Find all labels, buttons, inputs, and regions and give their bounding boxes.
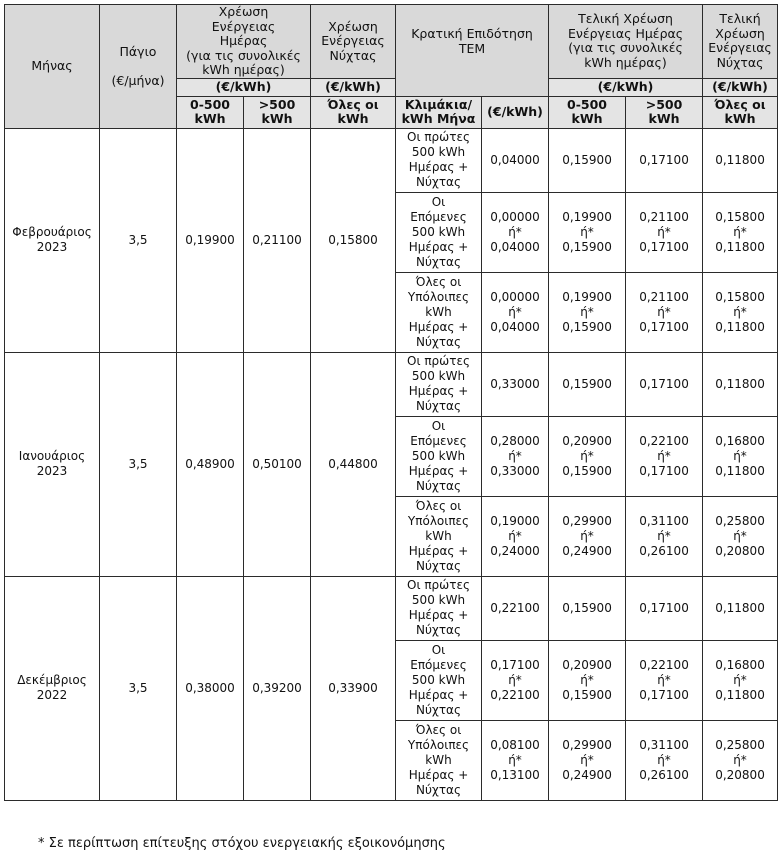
- tier-label-cell: Οι πρώτες 500 kWh Ημέρας + Νύχτας: [396, 352, 482, 416]
- header-final-day: Τελική Χρέωση Ενέργειας Ημέρας (για τις συνολικές kWh ημέρας): [549, 5, 703, 79]
- table-row: [5, 352, 778, 416]
- header-day-tier2: >500 kWh: [244, 96, 311, 128]
- final-night-cell: 0,15800 ή* 0,11800: [703, 192, 778, 272]
- final-day-tier1-cell: 0,15900: [549, 352, 626, 416]
- subsidy-cell: 0,04000: [482, 128, 549, 192]
- header-fixed-unit: (€/μήνα): [111, 72, 165, 88]
- final-day-tier2-cell: 0,17100: [626, 352, 703, 416]
- day-tier1-cell: 0,48900: [177, 352, 244, 576]
- header-fixed: [100, 5, 177, 129]
- header-day-unit: (€/kWh): [177, 78, 311, 96]
- subsidy-cell: 0,00000 ή* 0,04000: [482, 272, 549, 352]
- night-cell: 0,33900: [311, 576, 396, 800]
- final-day-tier1-cell: 0,15900: [549, 128, 626, 192]
- subsidy-cell: 0,33000: [482, 352, 549, 416]
- table-header: [5, 5, 778, 129]
- table-body: [5, 128, 778, 800]
- final-night-cell: 0,11800: [703, 128, 778, 192]
- month-cell: Φεβρουάριος 2023: [5, 128, 100, 352]
- final-night-cell: 0,25800 ή* 0,20800: [703, 496, 778, 576]
- header-final-night-all: Όλες οι kWh: [703, 96, 778, 128]
- final-day-tier2-cell: 0,31100 ή* 0,26100: [626, 720, 703, 800]
- header-final-day-tier1: 0-500 kWh: [549, 96, 626, 128]
- header-night-unit: (€/kWh): [311, 78, 396, 96]
- header-final-day-tier2: >500 kWh: [626, 96, 703, 128]
- footnote: * Σε περίπτωση επίτευξης στόχου ενεργειακής εξοικονόμησης: [38, 836, 446, 851]
- final-day-tier2-cell: 0,17100: [626, 576, 703, 640]
- header-fixed-label: Πάγιο: [119, 43, 157, 59]
- table-row: [5, 128, 778, 192]
- header-subsidy-unit: (€/kWh): [482, 96, 549, 128]
- tier-label-cell: Οι Επόμενες 500 kWh Ημέρας + Νύχτας: [396, 192, 482, 272]
- tier-label-cell: Οι Επόμενες 500 kWh Ημέρας + Νύχτας: [396, 640, 482, 720]
- tier-label-cell: Οι πρώτες 500 kWh Ημέρας + Νύχτας: [396, 576, 482, 640]
- tier-label-cell: Όλες οι Υπόλοιπες kWh Ημέρας + Νύχτας: [396, 272, 482, 352]
- tier-label-cell: Οι Επόμενες 500 kWh Ημέρας + Νύχτας: [396, 416, 482, 496]
- final-day-tier1-cell: 0,19900 ή* 0,15900: [549, 272, 626, 352]
- header-day-tier1: 0-500 kWh: [177, 96, 244, 128]
- final-night-cell: 0,16800 ή* 0,11800: [703, 416, 778, 496]
- final-night-cell: 0,16800 ή* 0,11800: [703, 640, 778, 720]
- fixed-cell: 3,5: [100, 352, 177, 576]
- tier-label-cell: Όλες οι Υπόλοιπες kWh Ημέρας + Νύχτας: [396, 720, 482, 800]
- tariff-table: [4, 4, 778, 801]
- subsidy-cell: 0,19000 ή* 0,24000: [482, 496, 549, 576]
- header-day-charge: Χρέωση Ενέργειας Ημέρας (για τις συνολικές kWh ημέρας): [177, 5, 311, 79]
- final-night-cell: 0,11800: [703, 352, 778, 416]
- day-tier2-cell: 0,21100: [244, 128, 311, 352]
- subsidy-cell: 0,00000 ή* 0,04000: [482, 192, 549, 272]
- header-final-night-unit: (€/kWh): [703, 78, 778, 96]
- final-day-tier2-cell: 0,22100 ή* 0,17100: [626, 640, 703, 720]
- header-subsidy-tiers: Κλιμάκια/ kWh Μήνα: [396, 96, 482, 128]
- final-day-tier1-cell: 0,19900 ή* 0,15900: [549, 192, 626, 272]
- day-tier1-cell: 0,19900: [177, 128, 244, 352]
- final-night-cell: 0,15800 ή* 0,11800: [703, 272, 778, 352]
- final-day-tier1-cell: 0,20900 ή* 0,15900: [549, 640, 626, 720]
- final-day-tier2-cell: 0,22100 ή* 0,17100: [626, 416, 703, 496]
- subsidy-cell: 0,28000 ή* 0,33000: [482, 416, 549, 496]
- day-tier1-cell: 0,38000: [177, 576, 244, 800]
- header-month: Μήνας: [5, 5, 100, 129]
- header-night-all: Όλες οι kWh: [311, 96, 396, 128]
- table-row: [5, 576, 778, 640]
- fixed-cell: 3,5: [100, 128, 177, 352]
- final-day-tier2-cell: 0,31100 ή* 0,26100: [626, 496, 703, 576]
- tier-label-cell: Οι πρώτες 500 kWh Ημέρας + Νύχτας: [396, 128, 482, 192]
- header-final-day-unit: (€/kWh): [549, 78, 703, 96]
- month-cell: Ιανουάριος 2023: [5, 352, 100, 576]
- header-final-night: Τελική Χρέωση Ενέργειας Νύχτας: [703, 5, 778, 79]
- final-day-tier2-cell: 0,21100 ή* 0,17100: [626, 192, 703, 272]
- day-tier2-cell: 0,50100: [244, 352, 311, 576]
- final-day-tier1-cell: 0,29900 ή* 0,24900: [549, 720, 626, 800]
- header-night-charge: Χρέωση Ενέργειας Νύχτας: [311, 5, 396, 79]
- month-cell: Δεκέμβριος 2022: [5, 576, 100, 800]
- final-day-tier2-cell: 0,21100 ή* 0,17100: [626, 272, 703, 352]
- day-tier2-cell: 0,39200: [244, 576, 311, 800]
- night-cell: 0,44800: [311, 352, 396, 576]
- fixed-cell: 3,5: [100, 576, 177, 800]
- final-night-cell: 0,25800 ή* 0,20800: [703, 720, 778, 800]
- night-cell: 0,15800: [311, 128, 396, 352]
- subsidy-cell: 0,22100: [482, 576, 549, 640]
- final-day-tier1-cell: 0,15900: [549, 576, 626, 640]
- subsidy-cell: 0,17100 ή* 0,22100: [482, 640, 549, 720]
- subsidy-cell: 0,08100 ή* 0,13100: [482, 720, 549, 800]
- final-day-tier2-cell: 0,17100: [626, 128, 703, 192]
- final-night-cell: 0,11800: [703, 576, 778, 640]
- final-day-tier1-cell: 0,29900 ή* 0,24900: [549, 496, 626, 576]
- header-subsidy: Κρατική Επιδότηση ΤΕΜ: [396, 5, 549, 97]
- final-day-tier1-cell: 0,20900 ή* 0,15900: [549, 416, 626, 496]
- tariff-table-container: [4, 4, 778, 801]
- tier-label-cell: Όλες οι Υπόλοιπες kWh Ημέρας + Νύχτας: [396, 496, 482, 576]
